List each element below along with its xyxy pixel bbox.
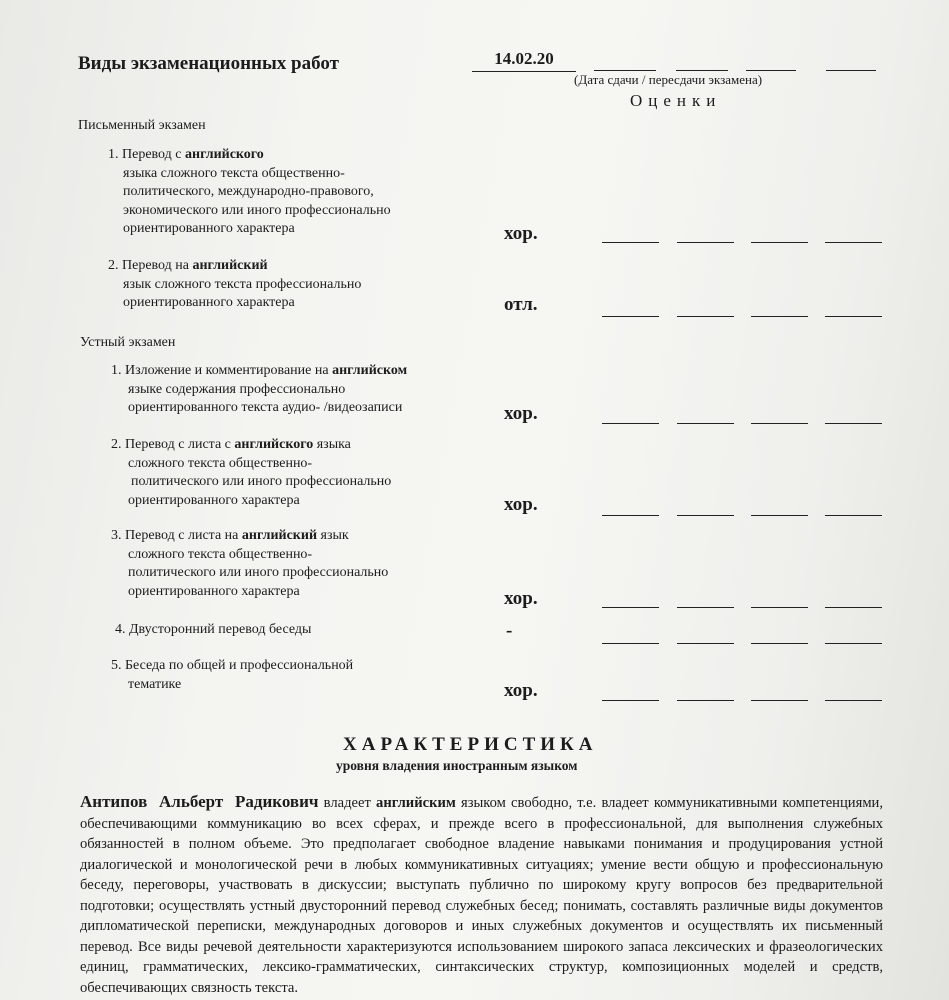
grade-blank xyxy=(751,316,808,317)
grade-blank xyxy=(602,242,659,243)
grade-blank xyxy=(677,423,734,424)
item-line: политического или иного профессионально xyxy=(128,565,389,580)
item-line: политического или иного профессионально xyxy=(131,474,392,489)
grade-blank xyxy=(751,242,808,243)
grade-mark: хор. xyxy=(504,494,538,515)
characteristic-subtitle: уровня владения иностранным языком xyxy=(336,758,578,773)
date-blank xyxy=(746,70,796,71)
grade-blank xyxy=(825,643,882,644)
grade-blank xyxy=(677,607,734,608)
date-caption: (Дата сдачи / пересдачи экзамена) xyxy=(574,72,763,87)
oral-item-2 xyxy=(111,436,391,510)
item-line: экономического или иного профессионально xyxy=(123,202,391,218)
written-item-2 xyxy=(108,257,361,313)
item-line: язык сложного текста профессионально xyxy=(123,276,362,292)
grade-blank xyxy=(825,700,882,701)
item-line: 4. Двусторонний перевод беседы xyxy=(115,622,312,637)
item-line: ориентированного характера xyxy=(128,492,300,508)
grade-mark: хор. xyxy=(504,588,538,609)
item-line: сложного текста общественно- xyxy=(128,455,313,471)
item-line: ориентированного текста аудио- /видеозаписи xyxy=(128,400,403,415)
language-name: английским xyxy=(376,795,456,811)
item-line: 2. Перевод на английский xyxy=(108,258,268,273)
oral-item-3 xyxy=(111,527,388,601)
oral-item-4 xyxy=(115,621,311,640)
item-line: ориентированного характера xyxy=(123,295,295,310)
characteristic-title: ХАРАКТЕРИСТИКА xyxy=(343,734,598,755)
grade-blank xyxy=(677,316,734,317)
date-blank xyxy=(594,70,656,71)
written-exam-label: Письменный экзамен xyxy=(78,118,206,133)
grade-mark: отл. xyxy=(504,294,538,315)
date-blank xyxy=(826,70,876,71)
grade-blank xyxy=(825,316,882,317)
grade-mark: хор. xyxy=(504,223,538,244)
grade-blank xyxy=(825,607,882,608)
grade-blank xyxy=(677,700,734,701)
grade-blank xyxy=(602,643,659,644)
exam-date: 14.02.20 xyxy=(472,49,576,72)
grade-blank xyxy=(751,700,808,701)
item-line: языка сложного текста общественно- xyxy=(123,165,345,181)
grade-blank xyxy=(602,316,659,317)
characteristic-paragraph: Антипов Альберт Радикович владеет английским языком свободно, т.е. владеет коммуникативными компетенциями, обеспечивающими коммуникацию во всех сферах, и прежде всего в профессиональной, для выполнения служебных обязанностей в полном объеме. Это предполагает свободное владение навыками понимания и продуцирования устной диалогической и монологической речи в любых коммуникативных ситуациях; умение вести общую и профессиональную беседу, переговоры, участвовать в дискуссии; выступать публично по широкому кругу вопросов без предварительной подготовки; осуществлять устный двусторонний перевод служебных бесед; понимать, составлять различные виды документов дипломатической переписки, международных договоров и иных служебных документов и осуществлять их письменный перевод. Все виды речевой деятельности характеризуются использованием широкого запаса лексических и фразеологических единиц, грамматических, лексико-грамматических, синтаксических структур, композиционных моделей и средств, обеспечивающих связность текста. xyxy=(80,792,884,996)
grade-blank xyxy=(677,643,734,644)
grade-blank xyxy=(825,515,882,516)
item-line: 5. Беседа по общей и профессиональной xyxy=(111,658,354,673)
exam-types-heading: Виды экзаменационных работ xyxy=(78,53,339,74)
item-line: 1. Изложение и комментирование на английском xyxy=(111,363,408,378)
grade-blank xyxy=(751,515,808,516)
grades-heading: Оценки xyxy=(630,91,722,110)
grade-blank xyxy=(677,515,734,516)
student-name: Антипов Альберт Радикович xyxy=(80,792,319,811)
grade-blank xyxy=(602,700,659,701)
grade-blank xyxy=(677,242,734,243)
date-blank xyxy=(676,70,728,71)
item-line: тематике xyxy=(128,676,182,692)
oral-exam-label: Устный экзамен xyxy=(80,335,176,350)
item-line: политического, международно-правового, xyxy=(123,184,374,199)
grade-blank xyxy=(751,607,808,608)
item-line: 2. Перевод с листа с английского языка xyxy=(111,437,351,452)
item-line: 1. Перевод с английского xyxy=(108,147,264,162)
grade-blank xyxy=(602,515,659,516)
grade-blank xyxy=(825,242,882,243)
grade-blank xyxy=(602,423,659,424)
grade-blank xyxy=(602,607,659,608)
oral-item-5 xyxy=(111,657,353,694)
written-item-1 xyxy=(108,146,391,239)
grade-blank xyxy=(751,423,808,424)
grade-mark: хор. xyxy=(504,403,538,424)
grade-blank xyxy=(751,643,808,644)
item-line: ориентированного характера xyxy=(128,583,300,599)
grade-mark: хор. xyxy=(504,680,538,701)
item-line: сложного текста общественно- xyxy=(128,546,313,562)
oral-item-1 xyxy=(111,362,407,418)
item-line: ориентированного характера xyxy=(123,221,295,236)
grade-blank xyxy=(825,423,882,424)
item-line: языке содержания профессионально xyxy=(128,381,346,397)
item-line: 3. Перевод с листа на английский язык xyxy=(111,528,349,543)
grade-mark: - xyxy=(506,620,513,641)
